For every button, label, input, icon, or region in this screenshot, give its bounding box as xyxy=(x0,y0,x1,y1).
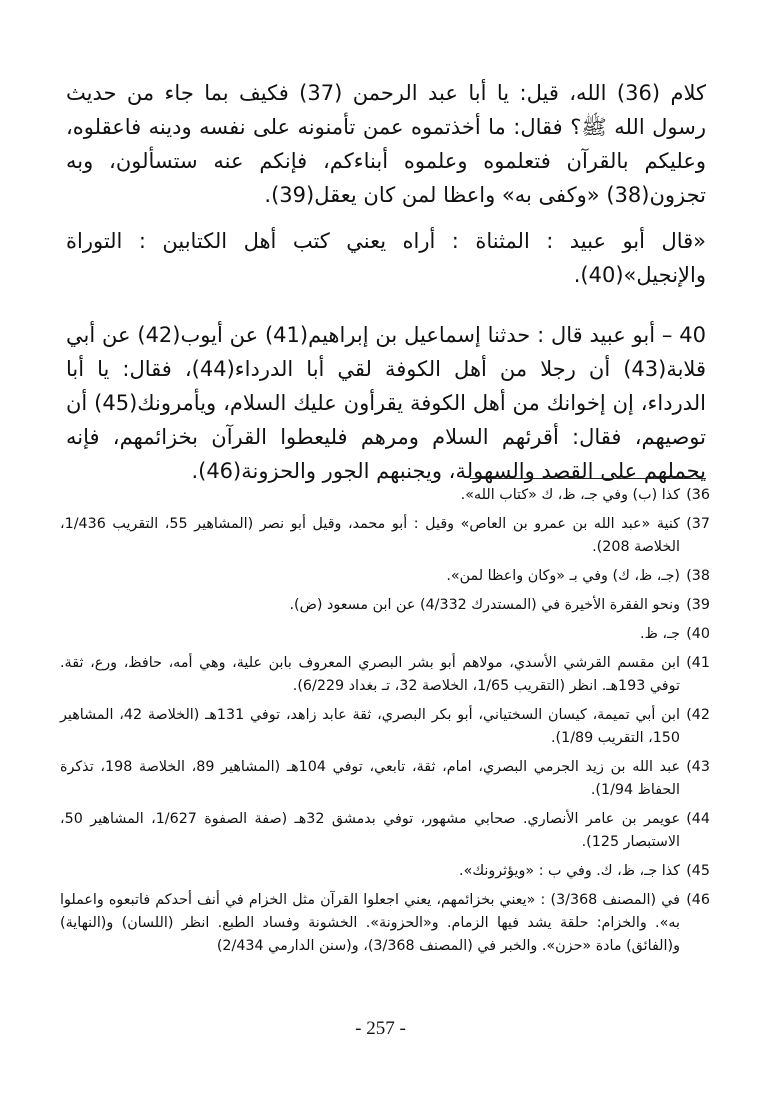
footnote-number: 43) xyxy=(686,759,710,775)
footnote-number: 46) xyxy=(686,892,710,908)
footnote-text: عويمر بن عامر الأنصاري. صحابي مشهور، توفي بدمشق 32هـ (صفة الصفوة 1/627، المشاهير 50، الاستبصار 125). xyxy=(60,811,681,850)
footnote xyxy=(60,513,710,559)
footnote-number: 45) xyxy=(686,863,710,879)
footnote xyxy=(60,860,710,883)
footnote-text: جـ، ظ. xyxy=(640,626,680,642)
footnote-text: كذا جـ، ظ، ك. وفي ب : «ويؤثرونك». xyxy=(459,863,680,879)
paragraph-2: «قال أبو عبيد : المثناة : أراه يعني كتب أهل الكتابين : التوراة والإنجيل»(40). xyxy=(66,229,706,287)
footnote-number: 39) xyxy=(686,597,710,613)
footnote xyxy=(60,889,710,958)
footnote xyxy=(60,594,710,617)
footnote-number: 44) xyxy=(686,811,710,827)
main-text xyxy=(66,76,706,488)
footnote-number: 42) xyxy=(686,707,710,723)
footnote xyxy=(60,623,710,646)
page-number: - 257 - xyxy=(355,1018,406,1039)
footnote xyxy=(60,484,710,507)
footnote-number: 38) xyxy=(686,568,710,584)
footnote-text: كذا (ب) وفي جـ، ظ، ك «كتاب الله». xyxy=(460,487,680,503)
footnote-number: 37) xyxy=(686,516,710,532)
footnote-number: 40) xyxy=(686,626,710,642)
footnote xyxy=(60,704,710,750)
footnote xyxy=(60,565,710,588)
footnote-number: 36) xyxy=(686,487,710,503)
footnote-text: ونحو الفقرة الأخيرة في (المستدرك 4/332) عن ابن مسعود (ض). xyxy=(289,597,680,613)
footnote-text: كنية «عبد الله بن عمرو بن العاص» وقيل : أبو محمد، وقيل أبو نصر (المشاهير 55، التقريب 1/436، الخلاصة 208). xyxy=(60,516,680,555)
footnote-text: عبد الله بن زيد الجرمي البصري، امام، ثقة، تابعي، توفي 104هـ (المشاهير 89، الخلاصة 198، تذكرة الحفاظ 1/94). xyxy=(60,759,681,798)
footnote-text: في (المصنف 3/368) : «يعني بخزائمهم، يعني اجعلوا القرآن مثل الخزام في أنف أحدكم فاتبعوه واعملوا به». والخزام: حلقة يشد فيها الزمام. و«الحزونة». الخشونة وفساد الطبع. انظر (اللسان) و(النهاية) و(الفائق) مادة «حزن». والخبر في (المصنف 3/368)، و(سنن الدارمي 2/434) xyxy=(60,892,680,954)
footnote xyxy=(60,808,710,854)
paragraph-1: كلام (36) الله، قيل: يا أبا عبد الرحمن (37) فكيف بما جاء من حديث رسول الله ﷺ؟ فقال: ما أخذتموه عمن تأمنونه على نفسه ودينه فاعقلوه، وعليكم بالقرآن فتعلموه وعلموه أبناءكم، فإنكم عنه ستسألون، وبه تجزون(38) «وكفى به» واعظا لمن كان يعقل(39). xyxy=(66,81,707,207)
footnote-text: ابن مقسم القرشي الأسدي، مولاهم أبو بشر البصري المعروف بابن علية، وهي أمه، حافظ، ورع، ثقة. توفي 193هـ. انظر (التقريب 1/65، الخلاصة 32، تـ بغداد 6/229). xyxy=(60,655,680,694)
footnotes xyxy=(60,484,710,964)
paragraph-3: 40 – أبو عبيد قال : حدثنا إسماعيل بن إبراهيم(41) عن أيوب(42) عن أبي قلابة(43) أن رجلا من أهل الكوفة لقي أبا الدرداء(44)، فقال: يا أبا الدرداء، إن إخوانك من أهل الكوفة يقرأون عليك السلام، ويأمرونك(45) أن توصيهم، فقال: أقرئهم السلام ومرهم فليعطوا القرآن بخزائمهم، فإنه يحملهم على القصد والسهولة، ويجنبهم الجور والحزونة(46). xyxy=(66,323,707,483)
footnote xyxy=(60,756,710,802)
footnote xyxy=(60,652,710,698)
footnote-text: (جـ، ظ، ك) وفي بـ «وكان واعظا لمن». xyxy=(446,568,680,584)
footnote-number: 41) xyxy=(686,655,710,671)
footnote-text: ابن أبي تميمة، كيسان السختياني، أبو بكر البصري، ثقة عابد زاهد، توفي 131هـ (الخلاصة 42، المشاهير 150، التقريب 1/89). xyxy=(60,707,680,746)
footnote-divider xyxy=(470,478,706,479)
